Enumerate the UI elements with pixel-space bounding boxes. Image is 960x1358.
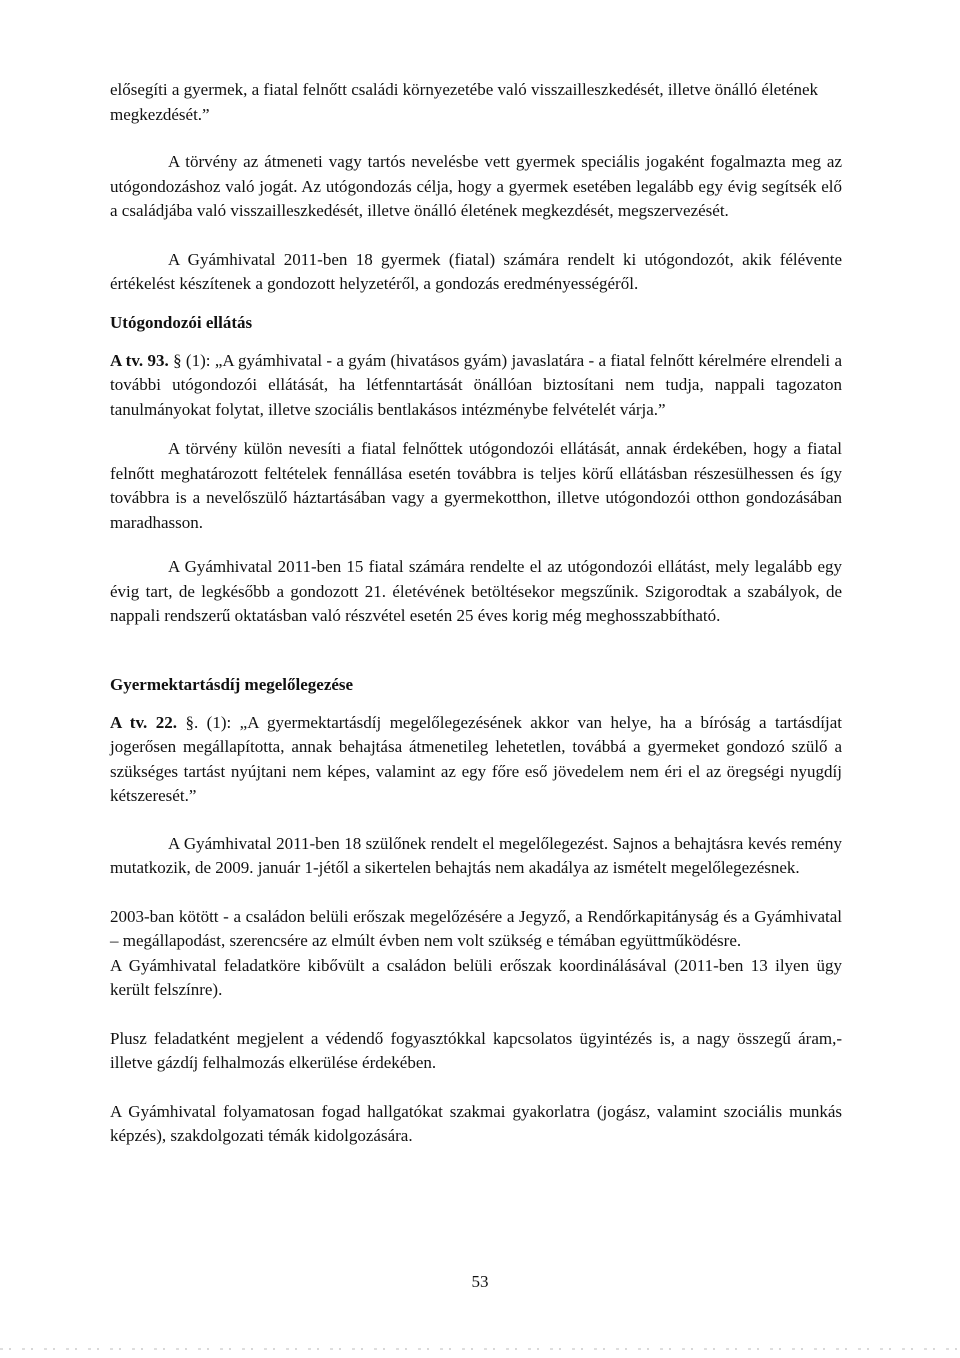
scan-edge-artifact	[0, 1348, 960, 1350]
paragraph-fiatal-felnottek: A törvény külön nevesíti a fiatal felnőttek utógondozói ellátását, annak érdekében, hogy a fiatal felnőtt meghatározott feltételek fennállása esetén továbbra is teljes körű ellátásban részesülhessen és így továbbra is a nevelőszülő háztartásában vagy a gyermekotthon, illetve utógondozói otthon gondozásában maradhasson.	[110, 439, 842, 532]
paragraph-utogondozas-jog: A törvény az átmeneti vagy tartós nevelésbe vett gyermek speciális jogaként fogalmazta meg az utógondozáshoz való jogát. Az utógondozás célja, hogy a gyermek esetében legalább egy évig segítsék elő a családjába való visszailleszkedését, illetve önálló életének megkezdését, megszervezését.	[110, 152, 842, 220]
law-reference: A tv. 22.	[110, 712, 177, 732]
law-text: §. (1): „A gyermektartásdíj megelőlegezésének akkor van helye, ha a bíróság a tartásdíjat jogerősen megállapította, annak behajtása átmenetileg lehetetlen, továbbá a gyermeket gondozó szülő a szükséges tartást nyújtani nem képes, valamint az egy főre eső jövedelem nem éri el az öregségi nyugdíj kétszeresét.”	[110, 712, 843, 805]
paragraph-continuation: elősegíti a gyermek, a fiatal felnőtt családi környezetébe való visszailleszkedését, illetve önálló életének megkezdését.”	[110, 80, 819, 124]
paragraph-megelolegezes-2011: A Gyámhivatal 2011-ben 18 szülőnek rendelt el megelőlegezést. Sajnos a behajtásra kevés remény mutatkozik, de 2009. január 1-jétől a sikertelen behajtás nem akadálya az ismételt megelőlegezésnek.	[110, 833, 842, 877]
law-quote-22	[110, 711, 842, 809]
section-heading-gyermektartasdij: Gyermektartásdíj megelőlegezése	[110, 674, 354, 694]
paragraph-szakmai-gyakorlat: A Gyámhivatal folyamatosan fogad hallgatókat szakmai gyakorlatra (jogász, valamint szociális munkás képzés), szakdolgozati témák kidolgozására.	[110, 1101, 842, 1145]
paragraph-vedendo-fogyasztok: Plusz feladatként megjelent a védendő fogyasztókkal kapcsolatos ügyintézés is, a nagy összegű áram,- illetve gázdíj felhalmozás elkerülése érdekében.	[110, 1028, 842, 1072]
section-heading-utogondozoi-ellatas: Utógondozói ellátás	[110, 312, 253, 332]
document-body	[110, 78, 842, 1149]
paragraph-utogondozo-kirendeles: A Gyámhivatal 2011-ben 18 gyermek (fiatal) számára rendelt ki utógondozót, akik félévente értékelést készítenek a gondozott helyzetéről, a gondozás eredményességéről.	[110, 249, 842, 293]
law-text: § (1): „A gyámhivatal - a gyám (hivatásos gyám) javaslatára - a fiatal felnőtt kérelmére elrendeli a további utógondozói ellátását, ha létfenntartását önállóan biztosítani nem tudja, nappali tagozaton tanulmányokat folytat, illetve szociális bentlakásos intézménybe felvételét várja.”	[110, 350, 843, 419]
paragraph-utogondozoi-ellatas-2011: A Gyámhivatal 2011-ben 15 fiatal számára rendelte el az utógondozói ellátást, mely legalább egy évig tart, de legkésőbb a gondozott 21. életévének betöltésekor megszűnik. Szigorodtak a szabályok, de nappali rendszerű oktatásban való részvétel esetén 25 éves korig még meghosszabbítható.	[110, 557, 842, 625]
paragraph-megallapodas-2003: 2003-ban kötött - a családon belüli erőszak megelőzésére a Jegyző, a Rendőrkapitányság és a Gyámhivatal – megállapodást, szerencsére az elmúlt évben nem volt szükség e témában együttműködésre.	[110, 906, 842, 950]
page-number: 53	[471, 1272, 489, 1291]
law-reference: A tv. 93.	[110, 350, 169, 370]
law-quote-93	[110, 349, 842, 423]
paragraph-feladatkor-bovules: A Gyámhivatal feladatköre kibővült a családon belüli erőszak koordinálásával (2011-ben 13 ilyen ügy került felszínre).	[110, 955, 842, 999]
